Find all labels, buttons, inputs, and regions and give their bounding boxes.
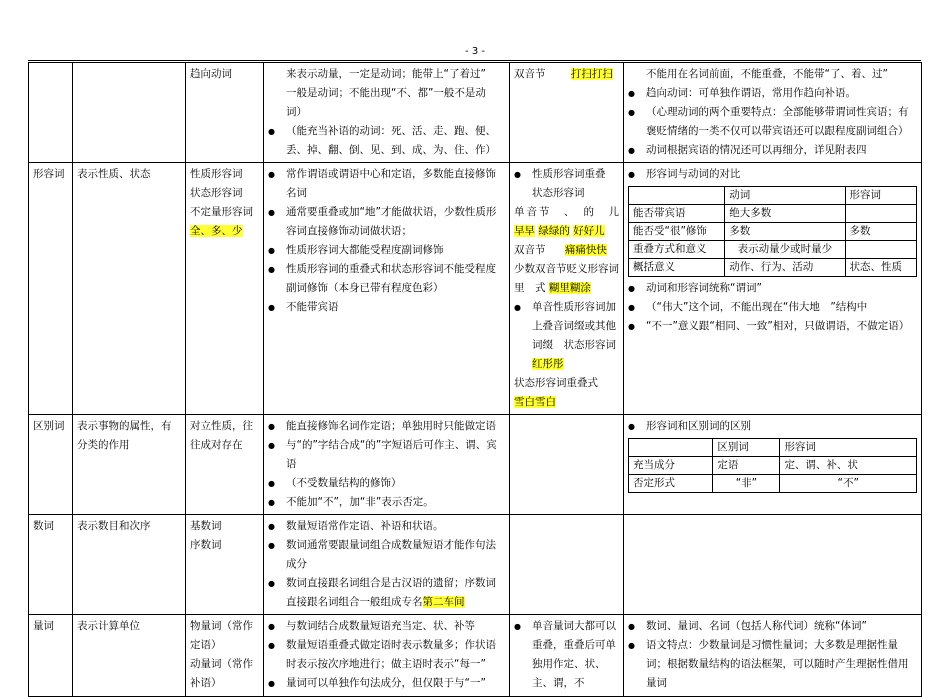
cell-category: 量词 [29,615,73,697]
cell-reduplication [510,415,624,515]
table-row: 充当成分 定语 定、谓、补、状 [629,457,917,475]
cell-notes: ● 形容词与动词的对比 动词 形容词 能否带宾语 绝大多数 能否受“很”修饰 多数 多数 重叠方式和意义 表示动量少或时量少 概括意义 动作、行为、活动 状态、性质 ● 动词和形容词统称“谓词” ● （“伟大”这个词，不能出现在“伟大地 ”结构中 ● “不一”意义跟“相同、一致”相对，只做谓语，不做定语） [624,163,922,415]
table-row [29,515,922,615]
page-number: - 3 - [465,46,485,57]
cell-function: 表示性质、状态 [73,163,186,415]
cell-notes: ● 数词、量词、名词（包括人称代词）统称“体词” ● 语文特点：少数量词是习惯性量词；大多数是理据性量词；根据数量结构的语法框架，可以随时产生理据性借用量词 [624,615,922,697]
cell-grammar: 来表示动量，一定是动词；能带上“了着过” 一般是动词；不能出现“不、都”一般不是动 词） ● （能充当补语的动词：死、活、走、跑、便、丢、掉、翻、倒、见、到、成、为、住、作） [264,63,510,163]
table-row: 概括意义 动作、行为、活动 状态、性质 [629,259,917,277]
cell-reduplication: 双音节 打扫打扫 [510,63,624,163]
cell-reduplication [510,515,624,615]
cell-function: 表示事物的属性，有分类的作用 [73,415,186,515]
cell-subtype: 物量词（常作定语） 动量词（常作补语） [186,615,264,697]
cell-reduplication: ● 单音量词大都可以重叠，重叠后可单独用作定、状、主、谓，不 [510,615,624,697]
header-rule [28,60,921,61]
cell-category: 形容词 [29,163,73,415]
cell-function [73,63,186,163]
table-row [29,163,922,415]
table-row: 能否带宾语 绝大多数 [629,205,917,223]
cell-grammar: ● 常作谓语或谓语中心和定语，多数能直接修饰名词 ● 通常要重叠或加“地”才能做状语，少数性质形容词直接修饰动词做状语； ● 性质形容词大都能受程度副词修饰 ● 性质形容词的重叠式和状态形容词不能受程度副词修饰（本身已带有程度色彩） ● 不能带宾语 [264,163,510,415]
cell-grammar: ● 能直接修饰名词作定语；单独用时只能做定语 ● 与“的”字结合成“的”字短语后可作主、谓、宾语 ● （不受数量结构的修饰） ● 不能加“不”，加“非”表示否定。 [264,415,510,515]
table-row: 能否受“很”修饰 多数 多数 [629,223,917,241]
cell-grammar: ● 与数词结合成数量短语充当定、状、补等 ● 数量短语重叠式做定语时表示数量多；作状语时表示按次序地进行；做主语时表示“每一” ● 量词可以单独作句法成分，但仅限于与“一” [264,615,510,697]
table-row: 重叠方式和意义 表示动量少或时量少 [629,241,917,259]
table-row: 动词 形容词 [629,187,917,205]
cell-category [29,63,73,163]
cell-grammar: ● 数量短语常作定语、补语和状语。 ● 数词通常要跟量词组合成数量短语才能作句法成分 ● 数词直接跟名词组合是古汉语的遗留；序数词直接跟名词组合一般组成专名第二车间 [264,515,510,615]
table-row: 否定形式 “非” “不” [629,475,917,493]
adjective-distinguishing-table [628,438,917,493]
table-row [29,415,922,515]
cell-notes [624,515,922,615]
cell-reduplication: ● 性质形容词重叠 状态形容词 单音节 、 的 儿 早早 绿绿的 好好儿 双音节 痛痛快快 少数双音节贬义形容词 里 式 糊里糊涂 ● 单音性质形容词加上叠音词缀或其他词缀 状态形容词 红彤彤 状态形容词重叠式 雪白雪白 [510,163,624,415]
table-row [29,615,922,697]
table-row: 区别词 形容词 [629,439,917,457]
table-row [29,63,922,163]
cell-notes: ● 形容词和区别词的区别 区别词 形容词 充当成分 定语 定、谓、补、状 否定形式 “非” “不” [624,415,922,515]
cell-subtype: 基数词 序数词 [186,515,264,615]
cell-subtype: 趋向动词 [186,63,264,163]
cell-notes: 不能用在名词前面，不能重叠，不能带“了、着、过” ● 趋向动词：可单独作谓语，常用作趋向补语。 ● （心理动词的两个重要特点：全部能够带谓词性宾语；有褒贬情绪的一类不仅可以带宾语还可以跟程度副词组合） ● 动词根据宾语的情况还可以再细分，详见附表四 [624,63,922,163]
grammar-table [28,62,922,697]
cell-category: 区别词 [29,415,73,515]
cell-subtype: 对立性质，往往成对存在 [186,415,264,515]
adjective-verb-comparison-table [628,186,917,277]
cell-function: 表示计算单位 [73,615,186,697]
cell-category: 数词 [29,515,73,615]
cell-function: 表示数目和次序 [73,515,186,615]
cell-subtype: 性质形容词 状态形容词 不定量形容词 全、多、少 [186,163,264,415]
